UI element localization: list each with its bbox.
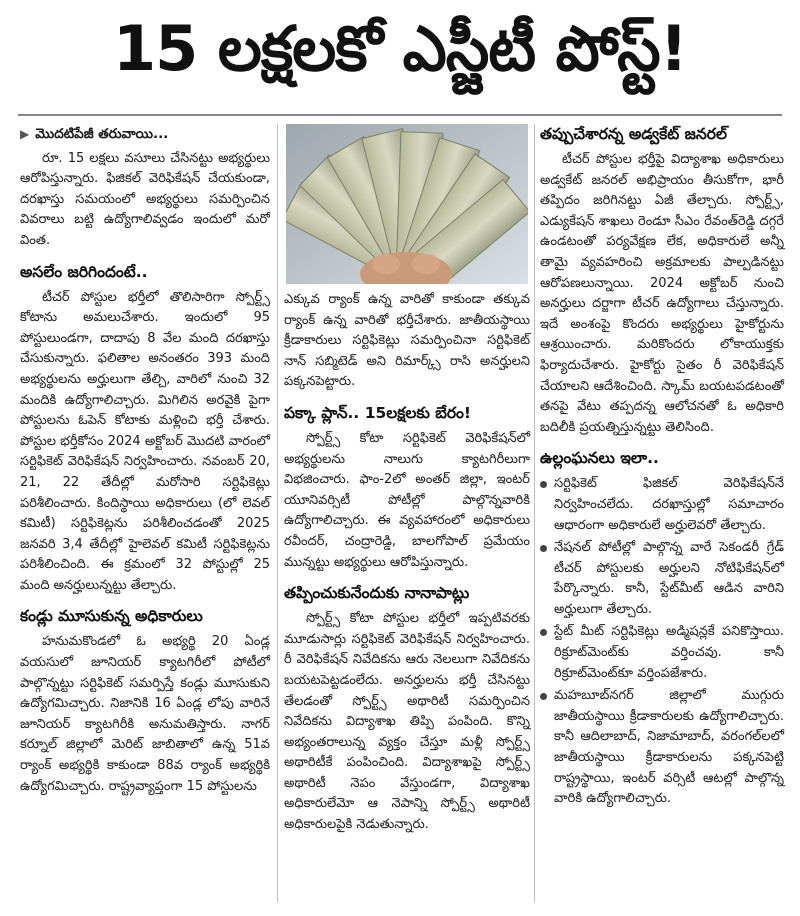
list-item <box>540 474 784 536</box>
bullet-icon <box>540 481 547 488</box>
list-item <box>540 622 784 684</box>
violations-list <box>540 474 784 810</box>
intro-paragraph: రూ. 15 లక్షలు వసూలు చేసినట్టు అభ్యర్థులు ఆరోపిస్తున్నారు. ఫిజికల్ వెరిఫికేషన్ చేయకుండా, దరఖాస్తు సమయంలో అభ్యర్థులు సమర్పించిన వివరాలు బట్టి ఉద్యోగాలివ్వడం ఇందులో మరో వింత. <box>20 150 270 248</box>
currency-notes-photo <box>286 124 528 284</box>
advocate-general-paragraph: టీచర్ పోస్టుల భర్తీపై విద్యాశాఖ అధికారులు అడ్వకేట్ జనరల్ అభిప్రాయం తీసుకోగా, భారీ తప్పిదం జరిగినట్టు ఏజీ తేల్చారు. స్పోర్ట్స్, ఎడ్యుకేషన్ శాఖలు రెండూ సీఎం రేవంత్‌రెడ్డి దగ్గరే ఉండటంతో పర్యవేక్షణ లేక, అధికారులే అన్నీ తామై వ్యవహరించి అక్రమాలకు పాల్పడినట్టు ఆరోపణలున్నాయి. 2024 అక్టోబర్ నుంచి అనర్హులు దర్జాగా టీచర్ ఉద్యోగాలు చేస్తున్నారు. ఇదే అంశంపై కొందరు అభ్యర్థులు హైకోర్టును ఆశ్రయించారు. మరికొందరు లోకాయుక్తకు ఫిర్యాదుచేశారు. హైకోర్టు సైతం రీ వెరిఫికేషన్ చేయాలని ఆదేశించింది. స్కామ్ బయటపడటంతో తనపై వేటు తప్పదన్న ఆలోచనతో ఓ అధికారి బదిలీకి ప్రయత్నిస్తున్నట్టు తెలిసింది. <box>540 152 784 435</box>
section-heading-violations: ఉల్లంఘనలు ఇలా.. <box>540 449 659 468</box>
section-heading-officials: కండ్లు మూసుకున్న అధికారులు <box>20 607 203 626</box>
section-heading-plan: పక్కా ప్లాన్.. 15లక్షలకు బేరం! <box>284 403 471 422</box>
bullet-icon <box>540 545 547 552</box>
section-heading-escape: తప్పించుకునేందుకు నానాపాట్లు <box>284 584 470 603</box>
bullet-icon <box>540 629 547 636</box>
list-item <box>540 686 784 810</box>
rank-paragraph: ఎక్కువ ర్యాంక్ ఉన్న వారితో కాకుండా తక్కువ ర్యాంక్ ఉన్న వారితో భర్తీచేశారు. జాతీయస్థాయి క్రీడాకారులు సర్టిఫికెట్లు సమర్పించినా సర్టిఫికెట్ నాన్ సబ్మిటెడ్ అని రిమార్క్స్ రాసి అనర్హులని పక్కనపెట్టారు. <box>284 292 530 390</box>
column-1 <box>20 124 270 797</box>
escape-paragraph: స్పోర్ట్స్ కోటా పోస్టుల భర్తీలో ఇప్పటివరకు మూడుసార్లు సర్టిఫికెట్ వెరిఫికేషన్ నిర్వహించారు. రీ వెరిఫికేషన్ నివేదికను ఆరు నెలలుగా నివేదికను బయటపెట్టడంలేదు. అనర్హులను భర్తీ చేసినట్టు తేలడంతో స్పోర్ట్స్ అథారిటీ సమర్పించిన నివేదికను విద్యాశాఖ తిప్పి పంపింది. కొన్ని అభ్యంతరాలున్న వ్యక్తం చేస్తూ మళ్లీ స్పోర్ట్స్ అథారిటీకే పంపించింది. విద్యాశాఖపై స్పోర్ట్స్ అథారిటీ నెపం వేస్తుండగా, విద్యాశాఖ అధికారులేమో ఆ నెపాన్ని స్పోర్ట్స్ అథారిటీ అధికారులపైకి నెడుతున్నారు. <box>284 611 530 833</box>
column-divider-2 <box>534 124 535 902</box>
section-heading-advocate-general: తప్పుచేశారన్న అడ్వకేట్ జనరల్ <box>540 125 727 143</box>
column-3 <box>540 124 784 812</box>
what-happened-paragraph: టీచర్ పోస్టుల భర్తీలో తొలిసారిగా స్పోర్ట్స్ కోటాను అమలుచేశారు. ఇందులో 95 పోస్టులుండగా, దాదాపు 8 వేల మంది దరఖాస్తు చేసుకున్నారు. ఫలితాల అనంతరం 393 మంది అభ్యర్థులను అర్హులుగా తేల్చి, వారిలో నుంచి 32 మందికి ఉద్యోగాలిచ్చారు. మిగిలిన అరవైకి పైగా పోస్టులను ఓపెన్ కోటాకు మళ్లించి భర్తీ చేశారు. పోస్టుల భర్తీకోసం 2024 అక్టోబర్ మొదటి వారంలో సర్టిఫికెట్ వెరిఫికేషన్ నిర్వహించారు. నవంబర్ 20, 21, 22 తేదీల్లో మరోసారి సర్టిఫికెట్లు పరిశీలించారు. కిందిస్థాయి అధికారులు (లో లెవల్ కమిటీ) సర్టిఫికెట్లను పరిశీలించడంతో 2025 జనవరి 3,4 తేదీల్లో హైలెవల్ కమిటీ సర్టిఫికెట్లను పరిశీలించింది. ఈ క్రమంలో 32 పోస్టుల్లో 25 మంది అనర్హులున్నట్టు తేల్చారు. <box>20 289 270 593</box>
currency-notes-image <box>286 124 528 284</box>
list-item <box>540 538 784 620</box>
headline: 15 లక్షలకో ఎస్జీటీ పోస్ట్! <box>113 12 687 85</box>
arrow-icon: ▶ <box>20 127 30 141</box>
list-item-text: సర్టిఫికెట్ ఫిజికల్ వెరిఫికేషన్‌నే నిర్వహించలేదు. దరఖాస్తుల్లో సమాచారం ఆధారంగా అధికారులే అర్హులెవరో తేల్చారు. <box>554 476 784 533</box>
bullet-icon <box>540 693 547 700</box>
headline-rule <box>18 114 782 116</box>
continuation-kicker <box>20 124 270 145</box>
column-2 <box>284 290 530 836</box>
list-item-text: స్టేట్ మీట్ సర్టిఫికెట్లు అడ్మిషన్లకే పనికొస్తాయి. రిక్రూట్‌మెంట్‌కు వర్తించవు. కానీ రిక్రూట్‌మెంట్‌కూ వర్తింపజేశారు. <box>554 624 784 681</box>
officials-paragraph: హనుమకొండలో ఓ అభ్యర్థి 20 ఏండ్ల వయసులో జూనియర్ క్యాటగిరీలో పోటీలో పాల్గొన్నట్టు సర్టిఫికెట్ సమర్పిస్తే కండ్లు మూసుకుని ఉద్యోగమిచ్చారు. నిజానికి 16 ఏండ్ల లోపు వారినే జూనియర్ క్యాటగిరీకి అనుమతిస్తారు. నాగర్ కర్నూల్ జిల్లాలో మెరిట్ జాబితాలో ఉన్న 51వ ర్యాంక్ అభ్యర్థికి కాకుండా 88వ ర్యాంక్ అభ్యర్థికి ఉద్యోగమిచ్చారు. రాష్ట్రవ్యాప్తంగా 15 పోస్టులను <box>20 634 270 794</box>
list-item-text: మహబూబ్‌నగర్ జిల్లాలో ముగ్గురు జాతీయస్థాయి క్రీడాకారులకు ఉద్యోగాలిచ్చారు. కానీ ఆదిలాబాద్, నిజామాబాద్, వరంగల్‌లలో జాతీయస్థాయి క్రీడాకారులను పక్కనపెట్టి రాష్ట్రస్థాయి, ఇంటర్ వర్సిటీ ఆటల్లో పాల్గొన్న వారికి ఉద్యోగాలిచ్చారు. <box>554 688 784 807</box>
list-item-text: నేషనల్ పోటీల్లో పాల్గొన్న వారే సెకండరీ గ్రేడ్ టీచర్ పోస్టులకు అర్హులని నోటిఫికేషన్‌లో పేర్కొన్నారు. కానీ, స్టేట్‌మీట్ ఆడిన వారిని అర్హులుగా తేల్చారు. <box>554 540 784 617</box>
kicker-text: మొదటిపేజీ తరువాయి... <box>35 126 169 142</box>
section-heading-what-happened: అసలేం జరిగిందంటే.. <box>20 262 148 281</box>
plan-paragraph: స్పోర్ట్స్ కోటా సర్టిఫికెట్ వెరిఫికేషన్‌లో అభ్యర్థులను నాలుగు క్యాటగిరీలుగా విభజించారు. ఫాం-2లో అంతర్ జిల్లా, ఇంటర్ యూనివర్సిటీ పోటీల్లో పాల్గొన్నవారికి ఉద్యోగాలిచ్చారు. ఈ వ్యవహారంలో అధికారులు రవీందర్, చంద్రారెడ్డి, బాలగోపాల్ ప్రమేయం మున్నట్టు అభ్యర్థులు ఆరోపిస్తున్నారు. <box>284 430 530 570</box>
column-divider-1 <box>277 124 278 902</box>
